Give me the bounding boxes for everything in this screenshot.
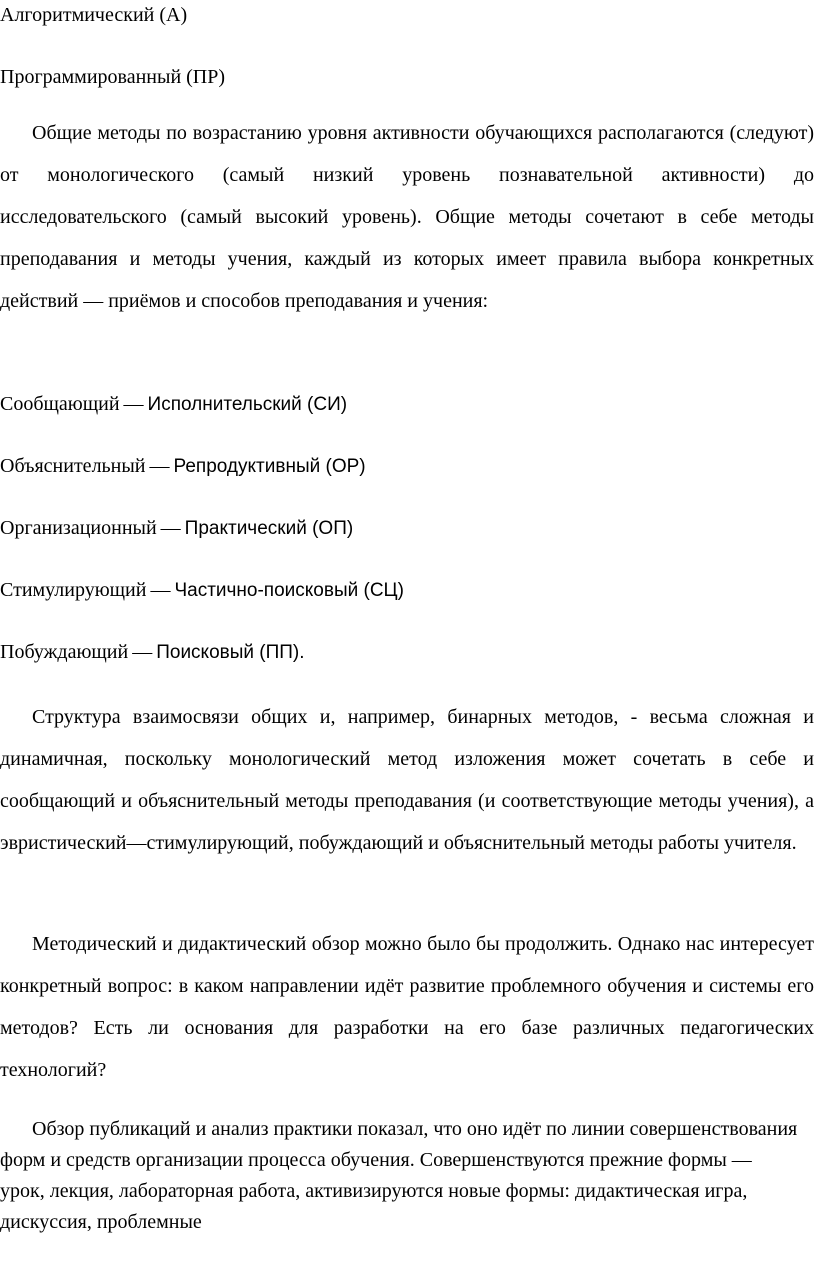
learning-method: Частично-поисковый (СЦ)	[174, 580, 404, 601]
method-pair-1	[0, 393, 347, 416]
teaching-method: Побуждающий	[0, 641, 129, 663]
paragraph-general-methods: Общие методы по возрастанию уровня активности обучающихся располагаются (следуют) от монологического (самый низкий уровень познавательной активности) до исследовательского (самый высокий уровень). Общие методы сочетают в себе методы преподавания и методы учения, каждый из которых имеет правила выбора конкретных действий — приёмов и способов преподавания и учения:	[0, 122, 814, 312]
dash: —	[132, 641, 153, 663]
paragraph-publications: Обзор публикаций и анализ практики показал, что оно идёт по линии совершенствования форм и средств организации процесса обучения. Совершенствуются прежние формы — урок, лекция, лабораторная работа, активизируются новые формы: дидактическая игра, дискуссия, проблемные	[0, 1118, 798, 1233]
teaching-method: Организационный	[0, 517, 157, 539]
dash: —	[123, 393, 144, 415]
method-pair-4	[0, 579, 404, 602]
paragraph-review: Методический и дидактический обзор можно было бы продолжить. Однако нас интересует конкретный вопрос: в каком направлении идёт развитие проблемного обучения и системы его методов? Есть ли основания для разработки на его базе различных педагогических технологий?	[0, 933, 814, 1081]
dash: —	[149, 455, 170, 477]
line-programmed: Программированный (ПР)	[0, 66, 226, 88]
teaching-method: Объяснительный	[0, 455, 146, 477]
learning-method: Репродуктивный (ОР)	[173, 456, 366, 477]
paragraph-structure: Структура взаимосвязи общих и, например, бинарных методов, - весьма сложная и динамичная, поскольку монологический метод изложения может сочетать в себе и сообщающий и объяснительный методы преподавания (и соответствующие методы учения), а эвристический—стимулирующий, побуждающий и объяснительный методы работы учителя.	[0, 706, 814, 854]
method-pair-2	[0, 455, 366, 478]
line-algorithmic: Алгоритмический (А)	[0, 4, 188, 26]
dash: —	[160, 517, 181, 539]
method-pair-5	[0, 641, 305, 664]
dash: —	[150, 579, 171, 601]
learning-method: Практический (ОП)	[184, 518, 354, 539]
teaching-method: Стимулирующий	[0, 579, 147, 601]
method-pair-3	[0, 517, 353, 540]
learning-method: Исполнительский (СИ)	[147, 394, 348, 415]
learning-method: Поисковый (ПП).	[156, 642, 305, 663]
teaching-method: Сообщающий	[0, 393, 120, 415]
